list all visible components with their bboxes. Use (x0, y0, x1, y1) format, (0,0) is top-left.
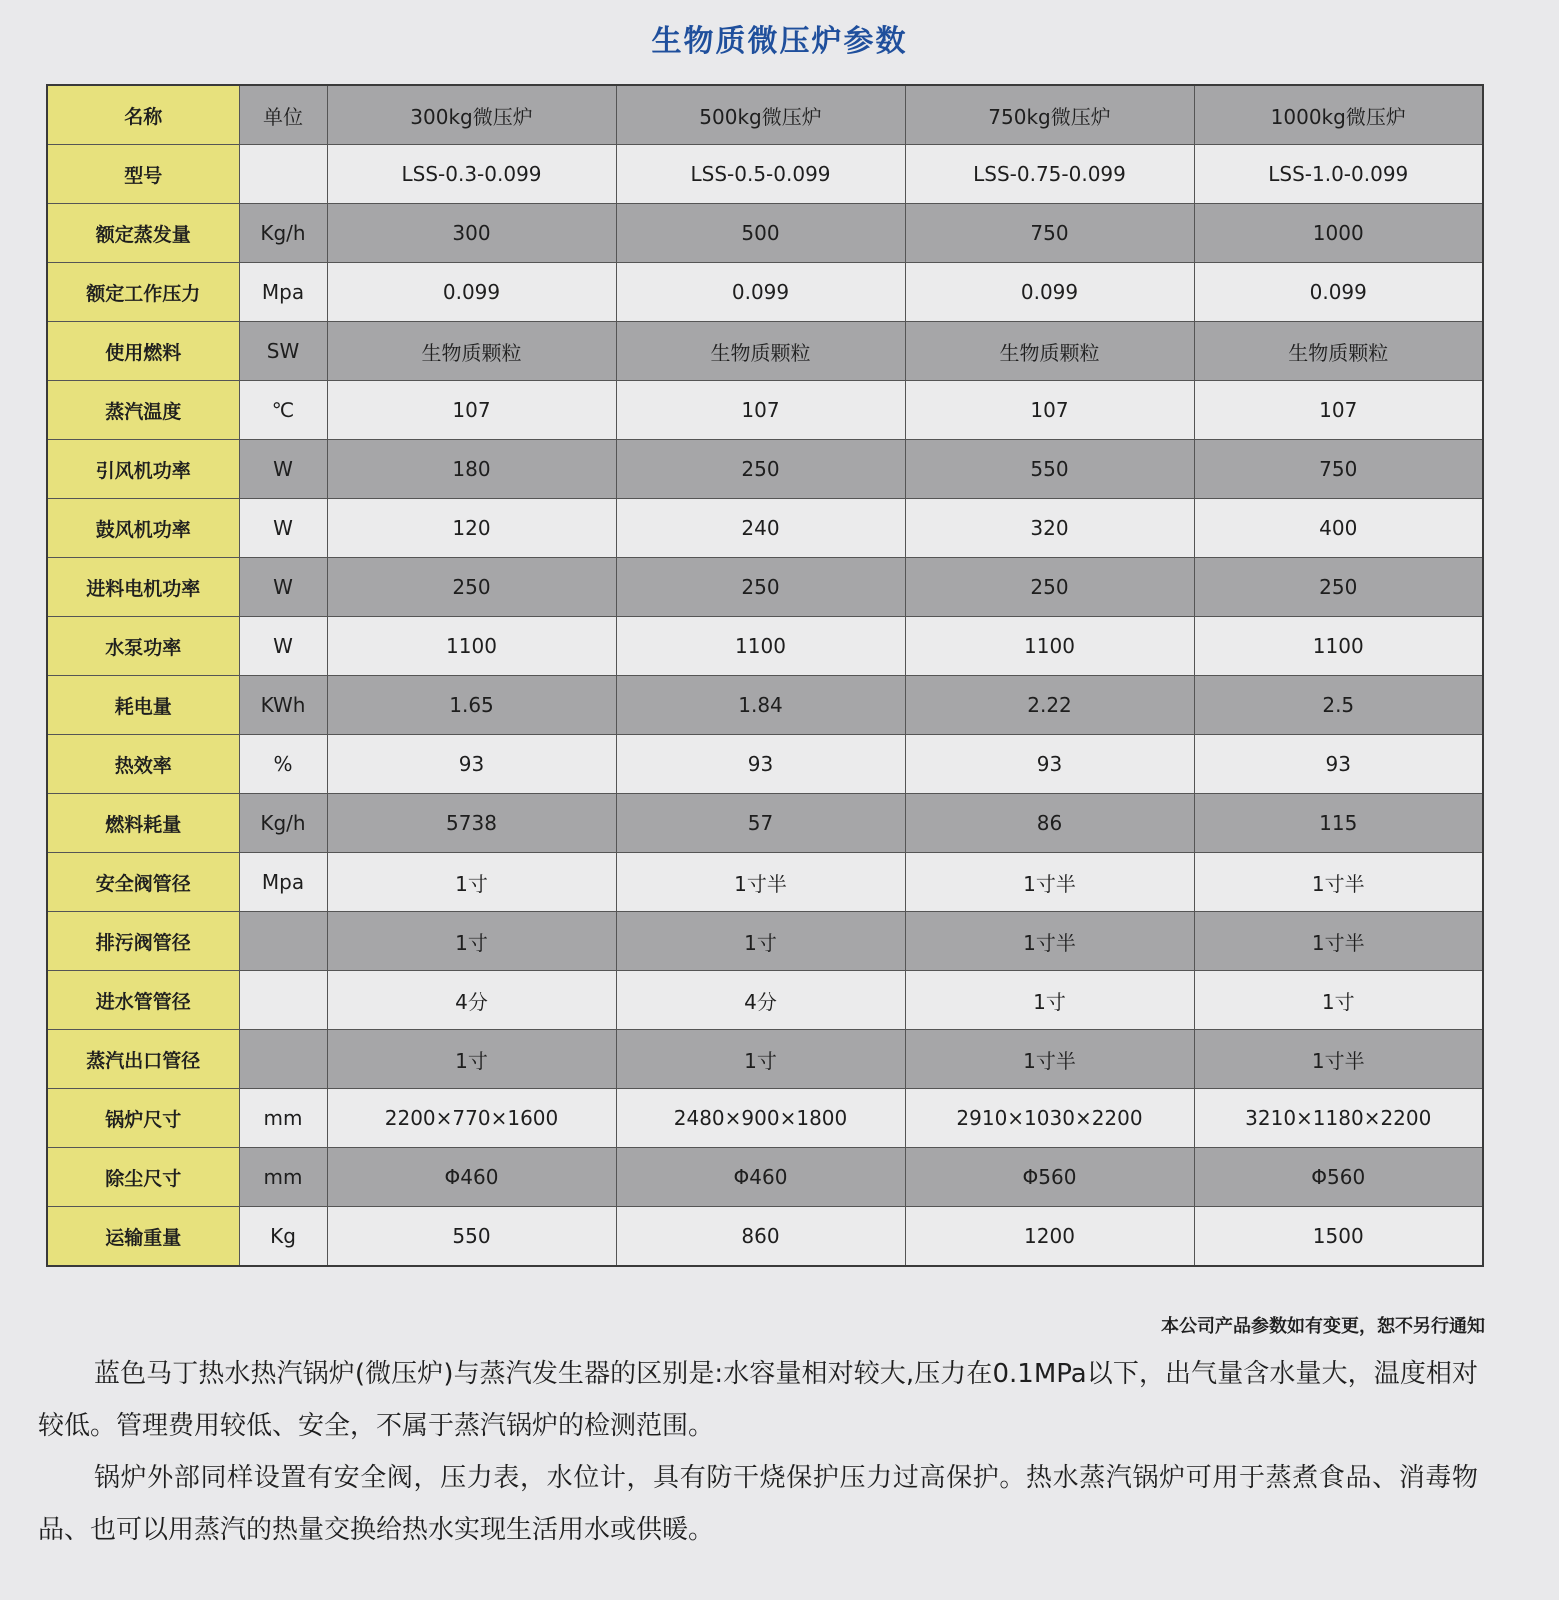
row-value: 1寸半 (1194, 912, 1483, 971)
description-paragraph: 锅炉外部同样设置有安全阀，压力表，水位计，具有防干烧保护压力过高保护。热水蒸汽锅炉可用于蒸煮食品、消毒物品、也可以用蒸汽的热量交换给热水实现生活用水或供暖。 (38, 1463, 1478, 1545)
row-name: 水泵功率 (47, 617, 239, 676)
row-name: 蒸汽温度 (47, 381, 239, 440)
row-unit: W (239, 558, 327, 617)
row-unit (239, 1030, 327, 1089)
row-value: 1100 (327, 617, 616, 676)
row-value: 5738 (327, 794, 616, 853)
table-row (47, 853, 1483, 912)
row-name: 进水管管径 (47, 971, 239, 1030)
table-row (47, 558, 1483, 617)
table-row (47, 1030, 1483, 1089)
row-unit: Kg (239, 1207, 327, 1267)
row-value: 2200×770×1600 (327, 1089, 616, 1148)
row-value: 3210×1180×2200 (1194, 1089, 1483, 1148)
row-unit: W (239, 440, 327, 499)
row-unit: Mpa (239, 853, 327, 912)
table-row (47, 263, 1483, 322)
row-value: 1寸半 (905, 912, 1194, 971)
row-value: 93 (1194, 735, 1483, 794)
row-name: 锅炉尺寸 (47, 1089, 239, 1148)
row-value: 93 (327, 735, 616, 794)
row-value: 93 (905, 735, 1194, 794)
row-value: 1100 (905, 617, 1194, 676)
row-value: 1100 (616, 617, 905, 676)
table-row (47, 322, 1483, 381)
row-unit: SW (239, 322, 327, 381)
row-value: 1寸 (327, 853, 616, 912)
row-value: 250 (616, 558, 905, 617)
row-value: 1寸 (1194, 971, 1483, 1030)
row-value: 240 (616, 499, 905, 558)
row-name: 鼓风机功率 (47, 499, 239, 558)
row-name: 蒸汽出口管径 (47, 1030, 239, 1089)
header-unit: 单位 (239, 85, 327, 145)
row-name: 运输重量 (47, 1207, 239, 1267)
row-unit: Mpa (239, 263, 327, 322)
row-value: 1寸半 (905, 853, 1194, 912)
row-value: 107 (616, 381, 905, 440)
row-value: 1.65 (327, 676, 616, 735)
row-name: 型号 (47, 145, 239, 204)
row-unit: Kg/h (239, 204, 327, 263)
row-name: 使用燃料 (47, 322, 239, 381)
row-value: 2480×900×1800 (616, 1089, 905, 1148)
spec-table (46, 84, 1484, 1267)
disclaimer-note: 本公司产品参数如有变更，恕不另行通知 (1161, 1316, 1485, 1337)
row-value: 0.099 (616, 263, 905, 322)
row-value: 1100 (1194, 617, 1483, 676)
spec-table-container (46, 84, 1482, 1267)
row-value: 750 (1194, 440, 1483, 499)
header-model: 500kg微压炉 (616, 85, 905, 145)
row-value: 0.099 (1194, 263, 1483, 322)
table-row (47, 912, 1483, 971)
row-unit: KWh (239, 676, 327, 735)
row-name: 燃料耗量 (47, 794, 239, 853)
row-value: Φ460 (616, 1148, 905, 1207)
row-value: 1000 (1194, 204, 1483, 263)
row-name: 额定蒸发量 (47, 204, 239, 263)
row-unit (239, 971, 327, 1030)
row-name: 耗电量 (47, 676, 239, 735)
row-value: 93 (616, 735, 905, 794)
header-model: 300kg微压炉 (327, 85, 616, 145)
row-name: 除尘尺寸 (47, 1148, 239, 1207)
row-value: Φ560 (1194, 1148, 1483, 1207)
row-value: 250 (905, 558, 1194, 617)
row-unit: Kg/h (239, 794, 327, 853)
table-row (47, 145, 1483, 204)
row-value: 550 (905, 440, 1194, 499)
row-value: 1寸 (327, 1030, 616, 1089)
row-value: 320 (905, 499, 1194, 558)
table-row (47, 440, 1483, 499)
page-title: 生物质微压炉参数 (651, 24, 908, 59)
row-value: 1寸半 (616, 853, 905, 912)
row-value: LSS-0.3-0.099 (327, 145, 616, 204)
row-value: 400 (1194, 499, 1483, 558)
row-value: 107 (1194, 381, 1483, 440)
row-value: 1200 (905, 1207, 1194, 1267)
table-header-row (47, 85, 1483, 145)
row-value: 1寸 (616, 1030, 905, 1089)
table-row (47, 971, 1483, 1030)
row-value: 2910×1030×2200 (905, 1089, 1194, 1148)
row-value: 生物质颗粒 (905, 322, 1194, 381)
row-value: 120 (327, 499, 616, 558)
table-row (47, 1207, 1483, 1267)
table-row (47, 735, 1483, 794)
row-value: 0.099 (327, 263, 616, 322)
row-name: 安全阀管径 (47, 853, 239, 912)
row-value: 860 (616, 1207, 905, 1267)
row-value: LSS-0.5-0.099 (616, 145, 905, 204)
table-row (47, 204, 1483, 263)
row-value: Φ460 (327, 1148, 616, 1207)
row-value: 1500 (1194, 1207, 1483, 1267)
row-value: 250 (327, 558, 616, 617)
table-row (47, 794, 1483, 853)
row-value: 1寸半 (905, 1030, 1194, 1089)
row-value: 107 (905, 381, 1194, 440)
row-unit (239, 145, 327, 204)
table-row (47, 499, 1483, 558)
table-row (47, 617, 1483, 676)
row-value: 107 (327, 381, 616, 440)
table-row (47, 1148, 1483, 1207)
header-model: 750kg微压炉 (905, 85, 1194, 145)
table-row (47, 1089, 1483, 1148)
row-value: 生物质颗粒 (327, 322, 616, 381)
header-model: 1000kg微压炉 (1194, 85, 1483, 145)
row-name: 引风机功率 (47, 440, 239, 499)
row-value: 550 (327, 1207, 616, 1267)
row-value: 57 (616, 794, 905, 853)
row-value: 1寸半 (1194, 1030, 1483, 1089)
row-value: 4分 (327, 971, 616, 1030)
row-value: 750 (905, 204, 1194, 263)
table-row (47, 676, 1483, 735)
row-value: 1.84 (616, 676, 905, 735)
row-value: 1寸 (905, 971, 1194, 1030)
row-name: 排污阀管径 (47, 912, 239, 971)
row-unit: mm (239, 1148, 327, 1207)
row-value: LSS-0.75-0.099 (905, 145, 1194, 204)
row-value: 500 (616, 204, 905, 263)
row-unit: ℃ (239, 381, 327, 440)
row-value: 生物质颗粒 (616, 322, 905, 381)
row-value: 250 (616, 440, 905, 499)
row-value: 86 (905, 794, 1194, 853)
row-name: 进料电机功率 (47, 558, 239, 617)
row-name: 热效率 (47, 735, 239, 794)
row-unit: W (239, 499, 327, 558)
row-value: LSS-1.0-0.099 (1194, 145, 1483, 204)
row-value: Φ560 (905, 1148, 1194, 1207)
row-value: 1寸半 (1194, 853, 1483, 912)
row-value: 2.22 (905, 676, 1194, 735)
row-unit: % (239, 735, 327, 794)
row-value: 180 (327, 440, 616, 499)
description-paragraph: 蓝色马丁热水热汽锅炉(微压炉)与蒸汽发生器的区别是:水容量相对较大,压力在0.1MPa以下，出气量含水量大，温度相对较低。管理费用较低、安全，不属于蒸汽锅炉的检测范围。 (38, 1359, 1478, 1441)
row-value: 115 (1194, 794, 1483, 853)
table-row (47, 381, 1483, 440)
header-name: 名称 (47, 85, 239, 145)
row-unit (239, 912, 327, 971)
row-value: 4分 (616, 971, 905, 1030)
row-value: 0.099 (905, 263, 1194, 322)
row-unit: W (239, 617, 327, 676)
row-value: 1寸 (327, 912, 616, 971)
row-value: 1寸 (616, 912, 905, 971)
row-value: 300 (327, 204, 616, 263)
row-value: 生物质颗粒 (1194, 322, 1483, 381)
row-value: 2.5 (1194, 676, 1483, 735)
row-name: 额定工作压力 (47, 263, 239, 322)
row-value: 250 (1194, 558, 1483, 617)
row-unit: mm (239, 1089, 327, 1148)
